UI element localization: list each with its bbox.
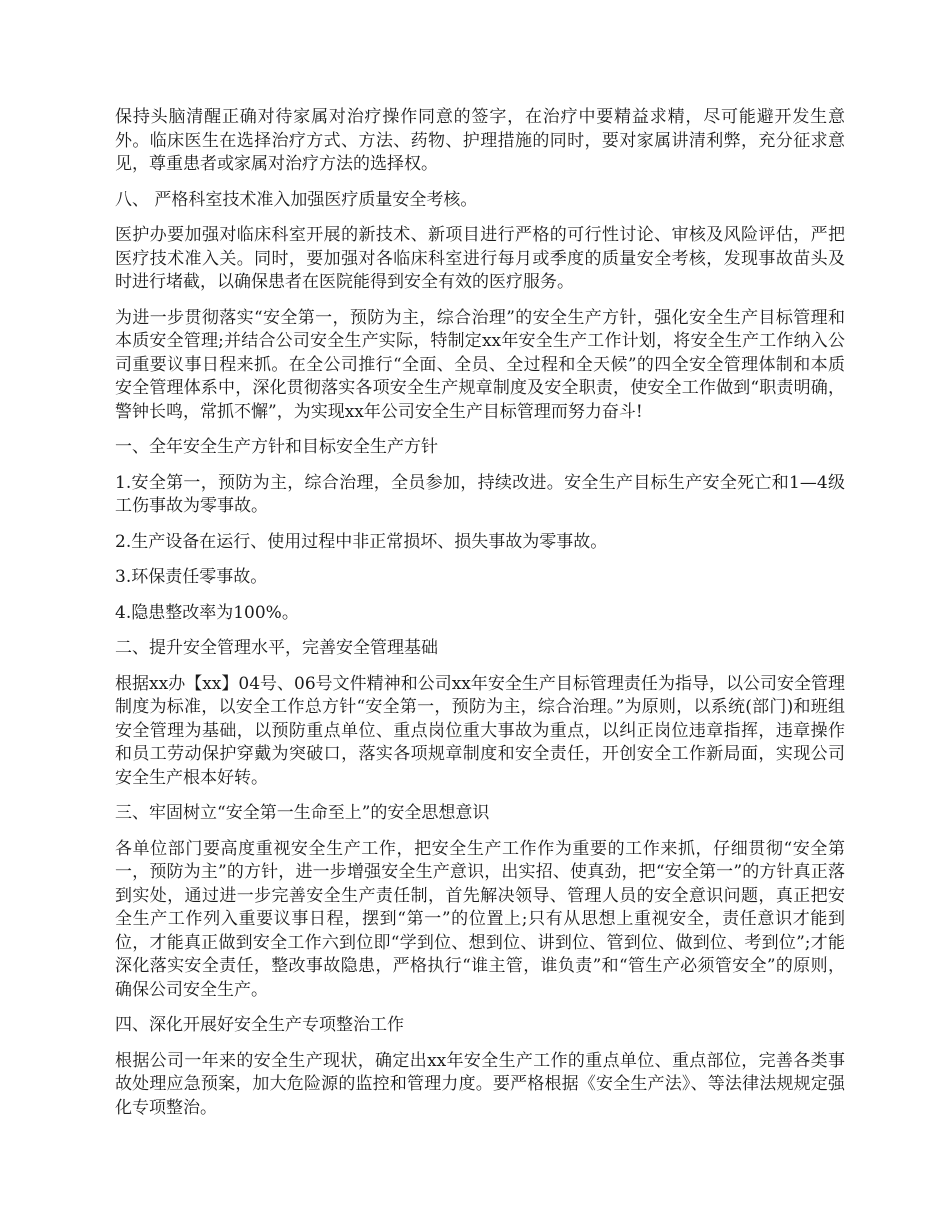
document-page <box>115 106 845 1132</box>
section-heading-2: 二、提升安全管理水平，完善安全管理基础 <box>115 638 438 658</box>
section-heading-4: 四、深化开展好安全生产专项整治工作 <box>115 1015 404 1035</box>
list-item-1: 1.安全第一，预防为主，综合治理，全员参加，持续改进。安全生产目标生产安全死亡和1—4级工伤事故为零事故。 <box>115 472 845 516</box>
list-item-2: 2.生产设备在运行、使用过程中非正常损坏、损失事故为零事故。 <box>115 531 608 552</box>
paragraph-6: 根据公司一年来的安全生产现状，确定出xx年安全生产工作的重点单位、重点部位，完善各类事故处理应急预案，加大危险源的监控和管理力度。要严格根据《安全生产法》、等法律法规规定强化专项整治。 <box>115 1050 845 1118</box>
list-item-4: 4.隐患整改率为100%。 <box>115 602 299 623</box>
section-heading-3: 三、牢固树立“安全第一生命至上”的安全思想意识 <box>115 803 490 823</box>
list-item-3: 3.环保责任零事故。 <box>115 567 268 587</box>
paragraph-1: 保持头脑清醒正确对待家属对治疗操作同意的签字，在治疗中要精益求精，尽可能避开发生意外。临床医生在选择治疗方式、方法、药物、护理措施的同时，要对家属讲清利弊，充分征求意见，尊重患者或家属对治疗方法的选择权。 <box>115 107 845 174</box>
paragraph-3: 为进一步贯彻落实“安全第一，预防为主，综合治理”的安全生产方针，强化安全生产目标管理和本质安全管理;并结合公司安全生产实际，特制定xx年安全生产工作计划，将安全生产工作纳入公司重要议事日程来抓。在全公司推行“全面、全员、全过程和全天候”的四全安全管理体制和本质安全管理体系中，深化贯彻落实各项安全生产规章制度及安全职责，使安全工作做到“职责明确，警钟长鸣，常抓不懈”，为实现xx年公司安全生产目标管理而努力奋斗! <box>115 307 845 422</box>
section-heading-8: 八、 严格科室技术准入加强医疗质量安全考核。 <box>115 189 478 210</box>
section-heading-1: 一、全年安全生产方针和目标安全生产方针 <box>115 437 438 457</box>
paragraph-5: 各单位部门要高度重视安全生产工作，把安全生产工作作为重要的工作来抓，仔细贯彻“安全第一，预防为主”的方针，进一步增强安全生产意识，出实招、使真劲，把“安全第一”的方针真正落到实处，通过进一步完善安全生产责任制，首先解决领导、管理人员的安全意识问题，真正把安全生产工作列入重要议事日程，摆到“第一”的位置上;只有从思想上重视安全，责任意识才能到位，才能真正做到安全工作六到位即“学到位、想到位、讲到位、管到位、做到位、考到位”;才能深化落实安全责任，整改事故隐患，严格执行“谁主管，谁负责”和“管生产必须管安全”的原则，确保公司安全生产。 <box>115 838 845 1000</box>
paragraph-4: 根据xx办【xx】04号、06号文件精神和公司xx年安全生产目标管理责任为指导，以公司安全管理制度为标准，以安全工作总方针“安全第一，预防为主，综合治理。”为原则，以系统(部门)和班组安全管理为基础，以预防重点单位、重点岗位重大事故为重点，以纠正岗位违章指挥，违章操作和员工劳动保护穿戴为突破口，落实各项规章制度和安全责任，开创安全工作新局面，实现公司安全生产根本好转。 <box>115 673 845 788</box>
paragraph-2: 医护办要加强对临床科室开展的新技术、新项目进行严格的可行性讨论、审核及风险评估，严把医疗技术准入关。同时，要加强对各临床科室进行每月或季度的质量安全考核，发现事故苗头及时进行堵截，以确保患者在医院能得到安全有效的医疗服务。 <box>115 225 845 292</box>
